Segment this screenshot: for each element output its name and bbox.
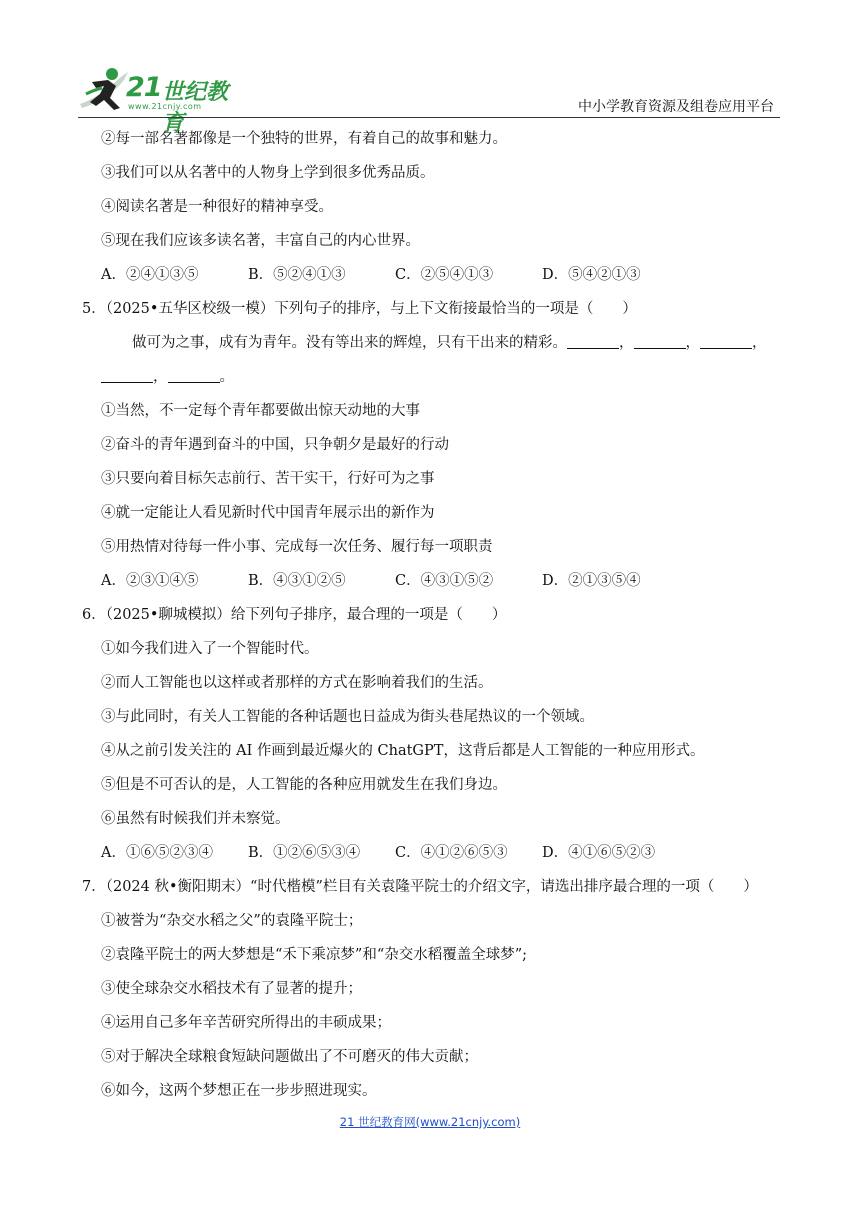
q7-item: ②袁隆平院士的两大梦想是“禾下乘凉梦”和“杂交水稻覆盖全球梦”; xyxy=(101,947,528,963)
q6-item: ④从之前引发关注的 AI 作画到最近爆火的 ChatGPT，这背后都是人工智能的一种应用形式。 xyxy=(101,743,705,759)
q5-item: ③只要向着目标矢志前行、苦干实干，行好可为之事 xyxy=(101,471,435,487)
q5-item: ⑤用热情对待每一件小事、完成每一次任务、履行每一项职责 xyxy=(101,539,493,555)
q5-options xyxy=(82,564,782,598)
logo xyxy=(78,62,248,136)
footer-link[interactable]: 21 世纪教育网(www.21cnjy.com) xyxy=(339,1115,521,1129)
answer-blank xyxy=(700,334,752,349)
question-content xyxy=(82,122,782,1108)
q5-item: ④就一定能让人看见新时代中国青年展示出的新作为 xyxy=(101,505,435,521)
q5-stem: 5．（2025•五华区校级一模）下列句子的排序，与上下文衔接最恰当的一项是（ ） xyxy=(82,301,637,317)
answer-blank xyxy=(168,368,220,383)
q5-option-b: B．④③①②⑤ xyxy=(248,573,346,589)
comma: ， xyxy=(752,335,767,351)
q6-option-b: B．①②⑥⑤③④ xyxy=(248,845,361,861)
q4-option-d: D．⑤④②①③ xyxy=(542,267,641,283)
q6-item: ③与此同时，有关人工智能的各种话题也日益成为街头巷尾热议的一个领域。 xyxy=(101,709,594,725)
logo-text: 世纪教育 xyxy=(162,80,229,136)
period: 。 xyxy=(219,369,234,385)
q6-options xyxy=(82,836,782,870)
q4-option-c: C．②⑤④①③ xyxy=(395,267,494,283)
header-divider xyxy=(78,117,780,118)
answer-blank xyxy=(634,334,686,349)
q7-stem: 7．（2024 秋•衡阳期末）“时代楷模”栏目有关袁隆平院士的介绍文字，请选出排序最合理的一项（ ） xyxy=(82,879,758,895)
q7-item: ⑥如今，这两个梦想正在一步步照进现实。 xyxy=(101,1083,377,1099)
q4-options xyxy=(82,258,782,292)
q6-item: ⑥虽然有时候我们并未察觉。 xyxy=(101,811,290,827)
q5-item: ②奋斗的青年遇到奋斗的中国，只争朝夕是最好的行动 xyxy=(101,437,449,453)
q7-item: ①被誉为“杂交水稻之父”的袁隆平院士； xyxy=(101,913,363,929)
comma: ， xyxy=(619,335,634,351)
q6-option-c: C．④①②⑥⑤③ xyxy=(395,845,508,861)
comma: ， xyxy=(153,369,168,385)
page-header xyxy=(78,62,780,136)
q5-item: ①当然，不一定每个青年都要做出惊天动地的大事 xyxy=(101,403,420,419)
q6-option-a: A．①⑥⑤②③④ xyxy=(101,845,213,861)
logo-url: www.21cnjy.com xyxy=(128,102,202,111)
q6-option-d: D．④①⑥⑤②③ xyxy=(542,845,656,861)
q5-passage-text: 做可为之事，成有为青年。没有等出来的辉煌，只有干出来的精彩。 xyxy=(132,335,567,351)
q6-item: ①如今我们进入了一个智能时代。 xyxy=(101,641,319,657)
q4-option-a: A．②④①③⑤ xyxy=(101,267,199,283)
comma: ， xyxy=(685,335,700,351)
q4-option-b: B．⑤②④①③ xyxy=(248,267,346,283)
q5-option-c: C．④③①⑤② xyxy=(395,573,494,589)
q5-passage xyxy=(82,326,782,360)
answer-blank xyxy=(567,334,619,349)
q4-item: ②每一部名著都像是一个独特的世界，有着自己的故事和魅力。 xyxy=(101,131,507,147)
answer-blank xyxy=(101,368,153,383)
q4-item: ⑤现在我们应该多读名著，丰富自己的内心世界。 xyxy=(101,233,420,249)
q6-item: ②而人工智能也以这样或者那样的方式在影响着我们的生活。 xyxy=(101,675,493,691)
q5-passage-cont xyxy=(82,360,782,394)
q7-item: ④运用自己多年辛苦研究所得出的丰硕成果； xyxy=(101,1015,391,1031)
q6-item: ⑤但是不可否认的是，人工智能的各种应用就发生在我们身边。 xyxy=(101,777,507,793)
logo-number: 21 xyxy=(126,72,162,103)
q7-item: ③使全球杂交水稻技术有了显著的提升； xyxy=(101,981,362,997)
q5-option-a: A．②③①④⑤ xyxy=(101,573,199,589)
q5-option-d: D．②①③⑤④ xyxy=(542,573,641,589)
platform-name: 中小学教育资源及组卷应用平台 xyxy=(578,99,774,115)
q7-item: ⑤对于解决全球粮食短缺问题做出了不可磨灭的伟大贡献； xyxy=(101,1049,478,1065)
q4-item: ③我们可以从名著中的人物身上学到很多优秀品质。 xyxy=(101,165,435,181)
q4-item: ④阅读名著是一种很好的精神享受。 xyxy=(101,199,333,215)
q6-stem: 6．（2025•聊城模拟）给下列句子排序，最合理的一项是（ ） xyxy=(82,607,507,623)
